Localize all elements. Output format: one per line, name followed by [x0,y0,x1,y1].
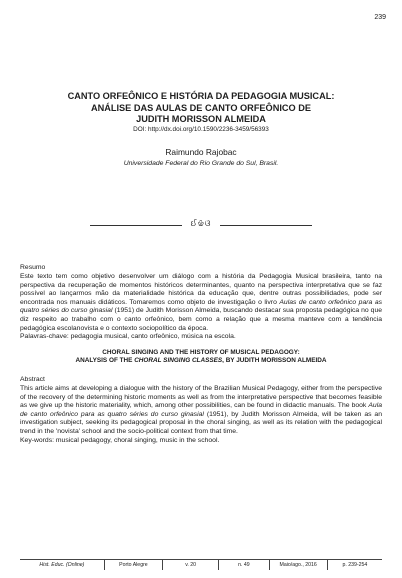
footer-pages: p. 239-254 [342,562,368,568]
footer-number: n. 49 [219,560,269,570]
resumo-paragraph-1: Este texto tem como objetivo desenvolver um diálogo com a história da Pedagogia Musical brasileira, tanto na perspectiva da recuperação de momentos históricos determinantes, quanto na perspectiva interpretativa que se faz possível ao lançarmos mão da materialidade histórica da educação que, dentre outras possibilidades, pode ser encontrada nos manuais didáticos. [20,273,382,306]
footer-date: Maio/ago., 2016 [270,560,328,570]
resumo-body [20,273,382,342]
ornament-glyph: ઈ♧ଓ [190,219,212,228]
abstract-heading: Abstract [20,376,45,383]
author-name: Raimundo Rajobac [165,147,237,157]
english-title-line-2-start: ANALYSIS OF THE [75,357,135,365]
english-title-line-2 [20,357,382,365]
english-title-line-1: CHORAL SINGING AND THE HISTORY OF MUSICAL PEDAGOGY: [102,349,300,356]
page-number: 239 [374,14,386,21]
title-line-1: CANTO ORFEÔNICO E HISTÓRIA DA PEDAGOGIA MUSICAL: [67,91,335,101]
resumo-paragraph-2-start: Tomaremos como objeto de investigação o livro [129,298,280,306]
abstract-paragraph-end: (1951), by Judith Morisson Almeida, will be taken as an investigation subject, seeking its pedagogical proposal in the choral singing, as well as its relation with the pedagogical trend in the 'novista' school and the socio-political context from that time. [20,410,382,435]
resumo-paragraph-2-end: (1951) de Judith Morisson Almeida, buscando destacar sua proposta pedagógica no que diz respeito ao trabalho com o canto orfeônico, bem como a relação que a mesma manteve com a tendência pedagógica escolanovista e o contexto sociopolítico da época. [20,307,383,332]
author-affiliation: Universidade Federal do Rio Grande do Sul, Brasil. [123,160,279,167]
abstract-book-title: Aula de canto orfeônico para as quatro séries do curso ginasial [20,402,382,418]
resumo-book-title: Aulas de canto orfeônico para as quatro séries do curso ginasial [20,298,383,315]
footer-volume: v. 20 [163,560,219,570]
footer-journal [20,560,105,570]
english-title [20,349,382,365]
resumo-heading: Resumo [20,264,46,271]
title-line-3: JUDITH MORISSON ALMEIDA [136,114,266,124]
article-title [20,91,382,126]
abstract-body [20,385,382,445]
title-line-2: ANÁLISE DAS AULAS DE CANTO ORFEÔNICO DE [90,102,311,113]
footer-journal-text: Hist. Educ. (Online) [39,562,85,568]
abstract-paragraph-start: This article aims at developing a dialogue with the history of the Brazilian Musical Pedagogy, either from the perspective of the recovery of the determining historic moments as well as from the interpretative perspective that becomes feasible as we give up the historic materiality, which, among other possibilities, can be found in didactic manuals. The book [20,385,382,410]
resumo-keywords: Palavras-chave: pedagogia musical, canto orfeônico, música na escola. [20,333,236,341]
section-ornament [90,219,312,231]
footer-city: Porto Alegre [105,560,163,570]
abstract-keywords: Key-words: musical pedagogy, choral singing, music in the school. [20,436,220,444]
doi: DOI: http://dx.doi.org/10.1590/2236-3459/56393 [133,126,269,133]
english-title-italic: CHORAL SINGING CLASSES [134,357,223,365]
english-title-line-2-end: , BY JUDITH MORISSON ALMEIDA [222,357,327,365]
citation-footer [20,559,382,570]
